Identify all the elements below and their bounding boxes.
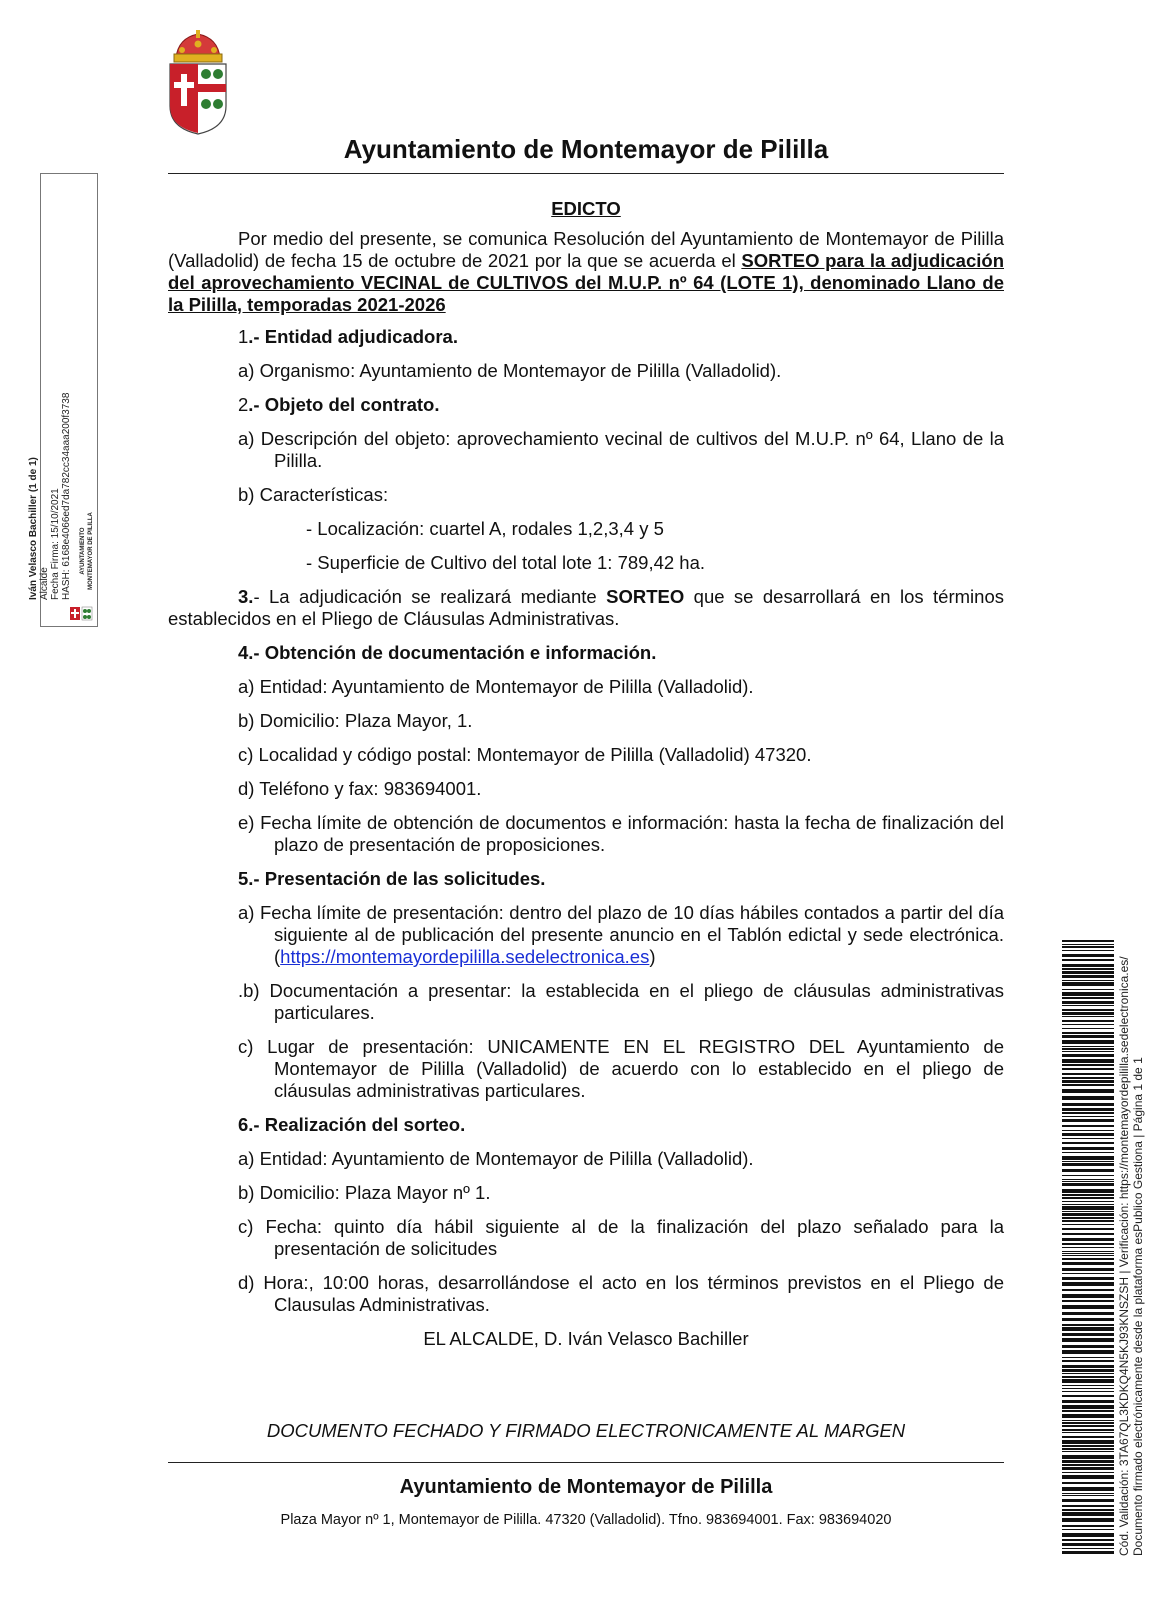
barcode-bar xyxy=(1062,1255,1114,1256)
barcode-bar xyxy=(1062,1005,1114,1006)
barcode-bar xyxy=(1062,1548,1114,1549)
mayor-signature-line: EL ALCALDE, D. Iván Velasco Bachiller xyxy=(423,1328,749,1349)
barcode-bar xyxy=(1062,1445,1114,1447)
footer-title: Ayuntamiento de Montemayor de Pililla xyxy=(399,1476,773,1498)
stamp-crest-icon xyxy=(68,604,96,622)
barcode-bar xyxy=(1062,982,1114,986)
barcode-bar xyxy=(1062,1258,1114,1260)
barcode-bar xyxy=(1062,1251,1114,1252)
barcode-bar xyxy=(1062,1493,1114,1494)
barcode-bar xyxy=(1062,1024,1114,1025)
barcode-bar xyxy=(1062,950,1114,951)
barcode-bar xyxy=(1062,1211,1114,1212)
section-4-item-a: a) Entidad: Ayuntamiento de Montemayor de Pililla (Valladolid). xyxy=(238,676,754,697)
barcode-bar xyxy=(1062,1142,1114,1144)
footer-address: Plaza Mayor nº 1, Montemayor de Pililla. 47320 (Valladolid). Tfno. 983694001. Fax: 983694020 xyxy=(280,1512,892,1528)
section-6-title: 6.- Realización del sorteo. xyxy=(238,1114,466,1135)
barcode-bar xyxy=(1062,1425,1114,1427)
barcode-bar xyxy=(1062,1080,1114,1083)
barcode-bar xyxy=(1062,1543,1114,1546)
barcode-bar xyxy=(1062,1365,1114,1368)
stamp-org-line1: AYUNTAMIENTO xyxy=(80,527,86,575)
signature-stamp-organization xyxy=(79,506,95,596)
validation-info xyxy=(1117,916,1145,1556)
barcode-bar xyxy=(1062,1440,1114,1444)
barcode-bar xyxy=(1062,1395,1114,1397)
barcode-bar xyxy=(1062,1455,1114,1459)
barcode-bar xyxy=(1062,944,1114,945)
section-2-surface: - Superficie de Cultivo del total lote 1: 789,42 ha. xyxy=(306,552,706,573)
barcode-bar xyxy=(1062,1163,1114,1166)
section-5-item-a-text: a) Fecha límite de presentación: dentro del plazo de 10 días hábiles contados a partir del día siguiente al de publicación del presente anuncio en el Tablón edictal y sede electrónica. ( xyxy=(238,902,1004,967)
barcode-bar xyxy=(1062,1373,1114,1374)
barcode-bar xyxy=(1062,1273,1114,1274)
barcode-bar xyxy=(1062,1405,1114,1409)
barcode-bar xyxy=(1062,1147,1114,1150)
barcode-bar xyxy=(1062,1012,1114,1015)
barcode-bar xyxy=(1062,1224,1114,1225)
section-2-item-b: b) Características: xyxy=(238,484,389,505)
barcode-bar xyxy=(1062,1161,1114,1162)
section-1-number: 1 xyxy=(238,326,249,347)
barcode-bar xyxy=(1062,1451,1114,1452)
section-6-heading xyxy=(168,1114,1004,1136)
barcode-bar xyxy=(1062,1197,1114,1199)
barcode-bar xyxy=(1062,989,1114,990)
barcode-bar xyxy=(1062,1054,1114,1057)
barcode-bar xyxy=(1062,1369,1114,1372)
section-3-paragraph xyxy=(168,586,1004,630)
section-1-item-a: a) Organismo: Ayuntamiento de Montemayor de Pililla (Valladolid). xyxy=(238,360,782,381)
barcode-bar xyxy=(1062,1125,1114,1127)
barcode-bar xyxy=(1062,1289,1114,1291)
barcode-bar xyxy=(1062,1509,1114,1511)
barcode-bar xyxy=(1062,1116,1114,1117)
barcode-bar xyxy=(1062,1103,1114,1106)
section-5-item-a-end: ) xyxy=(649,946,656,967)
barcode-bar xyxy=(1062,1084,1114,1086)
barcode-bar xyxy=(1062,1464,1114,1466)
barcode-bar xyxy=(1062,1410,1114,1412)
edict-body xyxy=(168,198,1004,1350)
barcode-bar xyxy=(1062,1518,1114,1522)
barcode-bar xyxy=(1062,1282,1114,1286)
barcode-bar xyxy=(1062,1112,1114,1114)
barcode-bar xyxy=(1062,1432,1114,1433)
barcode-bar xyxy=(1062,1133,1114,1136)
barcode-bar xyxy=(1062,1467,1114,1470)
signer-role: Alcalde xyxy=(39,567,50,600)
barcode-bar xyxy=(1062,1028,1114,1029)
barcode-bar xyxy=(1062,1318,1114,1321)
barcode-bar xyxy=(1062,1156,1114,1160)
barcode-bar xyxy=(1062,1345,1114,1348)
barcode-bar xyxy=(1062,946,1114,948)
barcode-bar xyxy=(1062,1305,1114,1309)
barcode-bar xyxy=(1062,1059,1114,1063)
barcode-bar xyxy=(1062,1009,1114,1011)
barcode-bar xyxy=(1062,1046,1114,1047)
barcode-bar xyxy=(1062,1220,1114,1222)
barcode-bar xyxy=(1062,1312,1114,1315)
section-6-item-d: d) Hora:, 10:00 horas, desarrollándose el acto en los términos previstos en el Pliego de Clausulas Administrativas. xyxy=(238,1272,1004,1315)
barcode-bar xyxy=(1062,1020,1114,1022)
barcode-bar xyxy=(1062,1350,1114,1354)
barcode-bar xyxy=(1062,1460,1114,1463)
barcode-bar xyxy=(1062,1238,1114,1241)
barcode-bar xyxy=(1062,1119,1114,1122)
electronic-signature-note: DOCUMENTO FECHADO Y FIRMADO ELECTRONICAMENTE AL MARGEN xyxy=(266,1420,906,1441)
barcode-bar xyxy=(1062,1376,1114,1378)
section-1-title: .- Entidad adjudicadora. xyxy=(248,326,458,347)
barcode-bar xyxy=(1062,1183,1114,1186)
barcode-bar xyxy=(1062,1495,1114,1496)
barcode-bar xyxy=(1062,1217,1114,1219)
barcode-bar xyxy=(1062,1169,1114,1172)
section-1-heading xyxy=(168,326,1004,348)
barcode-bar xyxy=(1062,1035,1114,1038)
barcode-bar xyxy=(1062,975,1114,978)
section-2-title: .- Objeto del contrato. xyxy=(248,394,440,415)
barcode-bar xyxy=(1062,1253,1114,1254)
section-5-item-c: c) Lugar de presentación: UNICAMENTE EN EL REGISTRO DEL Ayuntamiento de Montemayor de Pililla (Valladolid) de acuerdo con lo establecido en el pliego de cláusulas administrativas particulares. xyxy=(238,1036,1004,1101)
barcode-bar xyxy=(1062,1262,1114,1265)
barcode-bar xyxy=(1062,1189,1114,1193)
sede-electronica-link[interactable]: https://montemayordepililla.sedelectronica.es xyxy=(280,946,650,967)
barcode-bar xyxy=(1062,1448,1114,1450)
barcode-bar xyxy=(1062,1475,1114,1479)
barcode-bar xyxy=(1062,1068,1114,1070)
barcode-bar xyxy=(1062,1016,1114,1017)
barcode-bar xyxy=(1062,1096,1114,1100)
barcode-bar xyxy=(1062,1525,1114,1527)
validation-barcode xyxy=(1062,940,1114,1554)
section-5-item-b: .b) Documentación a presentar: la establecida en el pliego de cláusulas administrativas particulares. xyxy=(238,980,1004,1023)
platform-signature-line: Documento firmado electrónicamente desde la plataforma esPublico Gestiona | Página 1 de 1 xyxy=(1131,1057,1145,1556)
section-4-item-b: b) Domicilio: Plaza Mayor, 1. xyxy=(238,710,473,731)
section-5-title: 5.- Presentación de las solicitudes. xyxy=(238,868,546,889)
barcode-bar xyxy=(1062,1512,1114,1516)
barcode-bar xyxy=(1062,1181,1114,1182)
section-2-heading xyxy=(168,394,1004,416)
section-2-location: - Localización: cuartel A, rodales 1,2,3,4 y 5 xyxy=(306,518,664,539)
barcode-bar xyxy=(1062,1048,1114,1050)
barcode-bar xyxy=(1062,1472,1114,1473)
section-2-item-a: a) Descripción del objeto: aprovechamiento vecinal de cultivos del M.U.P. nº 64, Llano de la Pililla. xyxy=(238,428,1004,471)
signature-date: Fecha Firma: 15/10/2021 xyxy=(50,488,61,600)
barcode-bar xyxy=(1062,1064,1114,1066)
barcode-bar xyxy=(1062,992,1114,996)
section-4-item-c: c) Localidad y código postal: Montemayor de Pililla (Valladolid) 47320. xyxy=(238,744,812,765)
barcode-bar xyxy=(1062,1130,1114,1131)
barcode-bar xyxy=(1062,1388,1114,1389)
section-3-number: 3. xyxy=(238,586,254,607)
signer-name: Iván Velasco Bachiller (1 de 1) xyxy=(28,457,39,600)
page-title: Ayuntamiento de Montemayor de Pililla xyxy=(343,134,829,164)
barcode-bar xyxy=(1062,1499,1114,1502)
footer-divider xyxy=(168,1462,1004,1463)
barcode-bar xyxy=(1062,1338,1114,1342)
barcode-bar xyxy=(1062,1539,1114,1541)
barcode-bar xyxy=(1062,1032,1114,1034)
section-6-item-b: b) Domicilio: Plaza Mayor nº 1. xyxy=(238,1182,491,1203)
section-4-title: 4.- Obtención de documentación e información. xyxy=(238,642,657,663)
section-3-keyword: SORTEO xyxy=(606,586,685,607)
barcode-bar xyxy=(1062,1551,1114,1554)
edict-title: EDICTO xyxy=(551,198,621,219)
barcode-bar xyxy=(1062,1385,1114,1386)
section-3-text-end: que se desarrollará en los términos establecidos en el Pliego de Cláusulas Administrativas. xyxy=(168,586,1004,629)
barcode-bar xyxy=(1062,1391,1114,1392)
barcode-bar xyxy=(1062,1268,1114,1271)
barcode-bar xyxy=(1062,1073,1114,1075)
barcode-bar xyxy=(1062,1414,1114,1418)
barcode-bar xyxy=(1062,1204,1114,1205)
barcode-bar xyxy=(1062,1233,1114,1235)
barcode-bar xyxy=(1062,968,1114,970)
section-4-item-d: d) Teléfono y fax: 983694001. xyxy=(238,778,482,799)
barcode-bar xyxy=(1062,940,1114,942)
validation-code-line: Cód. Validación: 3TA67QL3KDKQ4N5KJ93KNSZSH | Verificación: https://montemayordepililla.sedelectronica.es/ xyxy=(1117,956,1131,1556)
barcode-bar xyxy=(1062,959,1114,961)
barcode-bar xyxy=(1062,1505,1114,1507)
barcode-bar xyxy=(1062,1040,1114,1044)
barcode-bar xyxy=(1062,1420,1114,1421)
barcode-bar xyxy=(1062,964,1114,967)
barcode-bar xyxy=(1062,1051,1114,1052)
barcode-bar xyxy=(1062,1077,1114,1079)
section-5-item-a xyxy=(168,902,1004,968)
barcode-bar xyxy=(1062,1379,1114,1383)
barcode-bar xyxy=(1062,1194,1114,1196)
section-4-heading xyxy=(168,642,1004,664)
barcode-bar xyxy=(1062,1001,1114,1004)
intro-paragraph xyxy=(168,228,1004,316)
barcode-bar xyxy=(1062,971,1114,974)
intro-text: Por medio del presente, se comunica Resolución del Ayuntamiento de Montemayor de Pililla (Valladolid) de fecha 15 de octubre de 2021 por la que se acuerda el xyxy=(168,228,1004,271)
barcode-bar xyxy=(1062,1300,1114,1302)
barcode-bar xyxy=(1062,1089,1114,1093)
section-2-number: 2 xyxy=(238,394,249,415)
section-4-item-e: e) Fecha límite de obtención de documentos e información: hasta la fecha de finalización del plazo de presentación de proposiciones. xyxy=(238,812,1004,855)
coat-of-arms-logo xyxy=(166,28,230,136)
stamp-org-line2: MONTEMAYOR DE PILILLA xyxy=(88,512,94,590)
barcode-bar xyxy=(1062,1357,1114,1358)
barcode-bar xyxy=(1062,1429,1114,1431)
section-5-heading xyxy=(168,868,1004,890)
barcode-bar xyxy=(1062,1533,1114,1537)
barcode-bar xyxy=(1062,1179,1114,1180)
barcode-bar xyxy=(1062,1201,1114,1202)
barcode-bar xyxy=(1062,1324,1114,1326)
barcode-bar xyxy=(1062,1138,1114,1139)
barcode-bar xyxy=(1062,1360,1114,1362)
barcode-bar xyxy=(1062,1228,1114,1230)
section-3-text: - La adjudicación se realizará mediante xyxy=(253,586,607,607)
barcode-bar xyxy=(1062,1247,1114,1248)
header-divider xyxy=(168,173,1004,174)
signature-stamp-details xyxy=(28,300,72,600)
barcode-bar xyxy=(1062,1213,1114,1216)
barcode-bar xyxy=(1062,1108,1114,1111)
barcode-bar xyxy=(1062,1327,1114,1331)
barcode-bar xyxy=(1062,954,1114,957)
barcode-bar xyxy=(1062,1482,1114,1484)
barcode-bar xyxy=(1062,980,1114,981)
barcode-bar xyxy=(1062,1333,1114,1336)
barcode-bar xyxy=(1062,1152,1114,1153)
barcode-bar xyxy=(1062,997,1114,999)
barcode-bar xyxy=(1062,1243,1114,1245)
section-6-item-a: a) Entidad: Ayuntamiento de Montemayor de Pililla (Valladolid). xyxy=(238,1148,754,1169)
barcode-bar xyxy=(1062,1436,1114,1438)
barcode-bar xyxy=(1062,1529,1114,1530)
barcode-bar xyxy=(1062,1175,1114,1176)
barcode-bar xyxy=(1062,1422,1114,1424)
section-6-item-c: c) Fecha: quinto día hábil siguiente al de la finalización del plazo señalado para la presentación de solicitudes xyxy=(238,1216,1004,1259)
intro-subject: SORTEO para la adjudicación del aprovechamiento VECINAL de CULTIVOS del M.U.P. nº 64 (LOTE 1), denominado Llano de la Pililla, temporadas 2021-2026 xyxy=(168,250,1005,315)
barcode-bar xyxy=(1062,1206,1114,1210)
barcode-bar xyxy=(1062,1487,1114,1491)
signature-hash: HASH: 6168e4066ed7da782cc34aaa200f3738 xyxy=(61,392,72,600)
barcode-bar xyxy=(1062,1294,1114,1298)
barcode-bar xyxy=(1062,1400,1114,1403)
barcode-bar xyxy=(1062,1277,1114,1280)
